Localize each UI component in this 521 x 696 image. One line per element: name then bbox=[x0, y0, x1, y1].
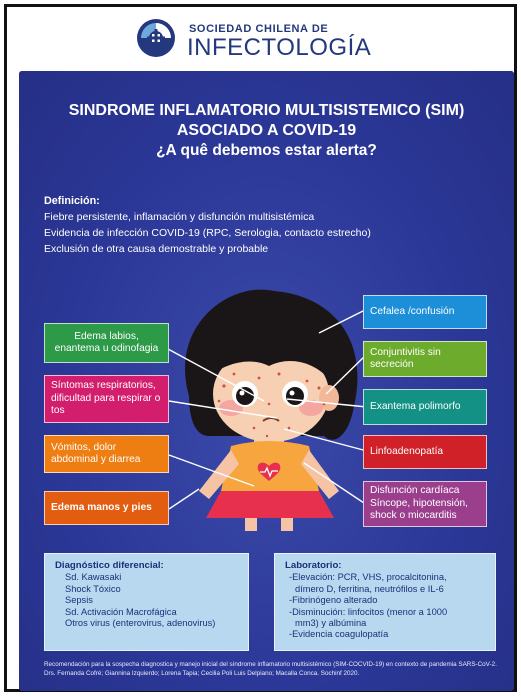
header bbox=[7, 7, 514, 71]
list-item: Sepsis bbox=[65, 595, 93, 606]
list-item: Sd. Kawasaki bbox=[65, 572, 122, 583]
callout-disfuncion-cardiaca bbox=[363, 481, 487, 527]
callout-text: Síntomas respiratorios, dificultad para respirar o tos bbox=[51, 380, 161, 417]
callout-edema-labios bbox=[44, 323, 169, 363]
callout-text: Vómitos, dolor abdominal y diarrea bbox=[51, 441, 141, 465]
diagnostico-diferencial-panel bbox=[44, 553, 249, 651]
logo-society-text: SOCIEDAD CHILENA DE bbox=[189, 23, 329, 35]
definition-line: Exclusión de otra causa demostrable y probable bbox=[44, 243, 269, 255]
callout-text: Disfunción cardíaca Síncope, hipotensión, shock o miocarditis bbox=[370, 485, 468, 522]
title-question: ¿A quê debemos estar alerta? bbox=[156, 142, 377, 159]
logo-infectologia-text: INFECTOLOGÍA bbox=[187, 34, 372, 61]
callout-linfoadenopatia bbox=[363, 435, 487, 469]
list-item: -Disminución: linfocitos (menor a 1000 bbox=[289, 606, 448, 617]
list-item: dímero D, ferritina, neutrófilos e IL-6 bbox=[295, 583, 444, 594]
callout-conjuntivitis bbox=[363, 341, 487, 377]
list-item: Sd. Activación Macrofágica bbox=[65, 606, 177, 617]
definition-line: Evidencia de infección COVID-19 (RPC, Serologia, contacto estrecho) bbox=[44, 227, 371, 239]
footnote-citation: Recomendación para la sospecha diagnostica y manejo inicial del síndrome inflamatorio multisistémico (SIM-COCVID-19) en contexto de pandemia SARS-CoV-2. Drs. Fernanda Cofré; Giannina Izquierdo; Lorena Tapia; Cecilia Poli Luis Delpiano; Macalla Conca. Sochinf 2020. bbox=[44, 661, 497, 677]
definition-heading: Definición: bbox=[44, 195, 100, 207]
callout-text: Edema labios, enantema u odinofagia bbox=[54, 330, 159, 354]
callout-text: Exantema polimorfo bbox=[370, 400, 461, 412]
laboratorio-panel bbox=[274, 553, 496, 651]
callout-vomitos bbox=[44, 435, 169, 473]
callout-respiratorios bbox=[44, 375, 169, 423]
girl-illustration bbox=[149, 286, 389, 531]
callout-text: Cefalea /confusión bbox=[370, 305, 455, 317]
definition-line: Fiebre persistente, inflamación y disfunción multisistémica bbox=[44, 211, 315, 223]
list-item: Shock Tóxico bbox=[65, 583, 121, 594]
callout-exantema bbox=[363, 389, 487, 425]
list-item: -Evidencia coagulopatía bbox=[289, 629, 389, 640]
list-item: Otros virus (enterovirus, adenovirus) bbox=[65, 618, 216, 629]
page-frame bbox=[4, 4, 517, 692]
callout-edema-manos bbox=[44, 491, 169, 525]
title-line-2: ASOCIADO A COVID-19 bbox=[176, 122, 357, 139]
diagnostico-heading: Diagnóstico diferencial: bbox=[55, 560, 164, 571]
title-line-1: SINDROME INFLAMATORIO MULTISISTEMICO (SIM) bbox=[68, 102, 465, 119]
list-item: mm3) y albúmina bbox=[295, 618, 367, 629]
callout-text: Edema manos y pies bbox=[51, 501, 152, 513]
list-item: -Elevación: PCR, VHS, procalcitonina, bbox=[289, 572, 447, 583]
laboratorio-heading: Laboratorio: bbox=[285, 560, 342, 571]
definition-block bbox=[44, 193, 371, 257]
callout-text: Linfoadenopatía bbox=[370, 445, 444, 457]
poster-title bbox=[19, 101, 514, 161]
sochinf-logo-icon bbox=[135, 17, 177, 59]
callout-cefalea bbox=[363, 295, 487, 329]
poster bbox=[19, 71, 514, 691]
callout-text: Conjuntivitis sin secreción bbox=[370, 346, 441, 370]
list-item: -Fibrinógeno alterado bbox=[289, 595, 378, 606]
